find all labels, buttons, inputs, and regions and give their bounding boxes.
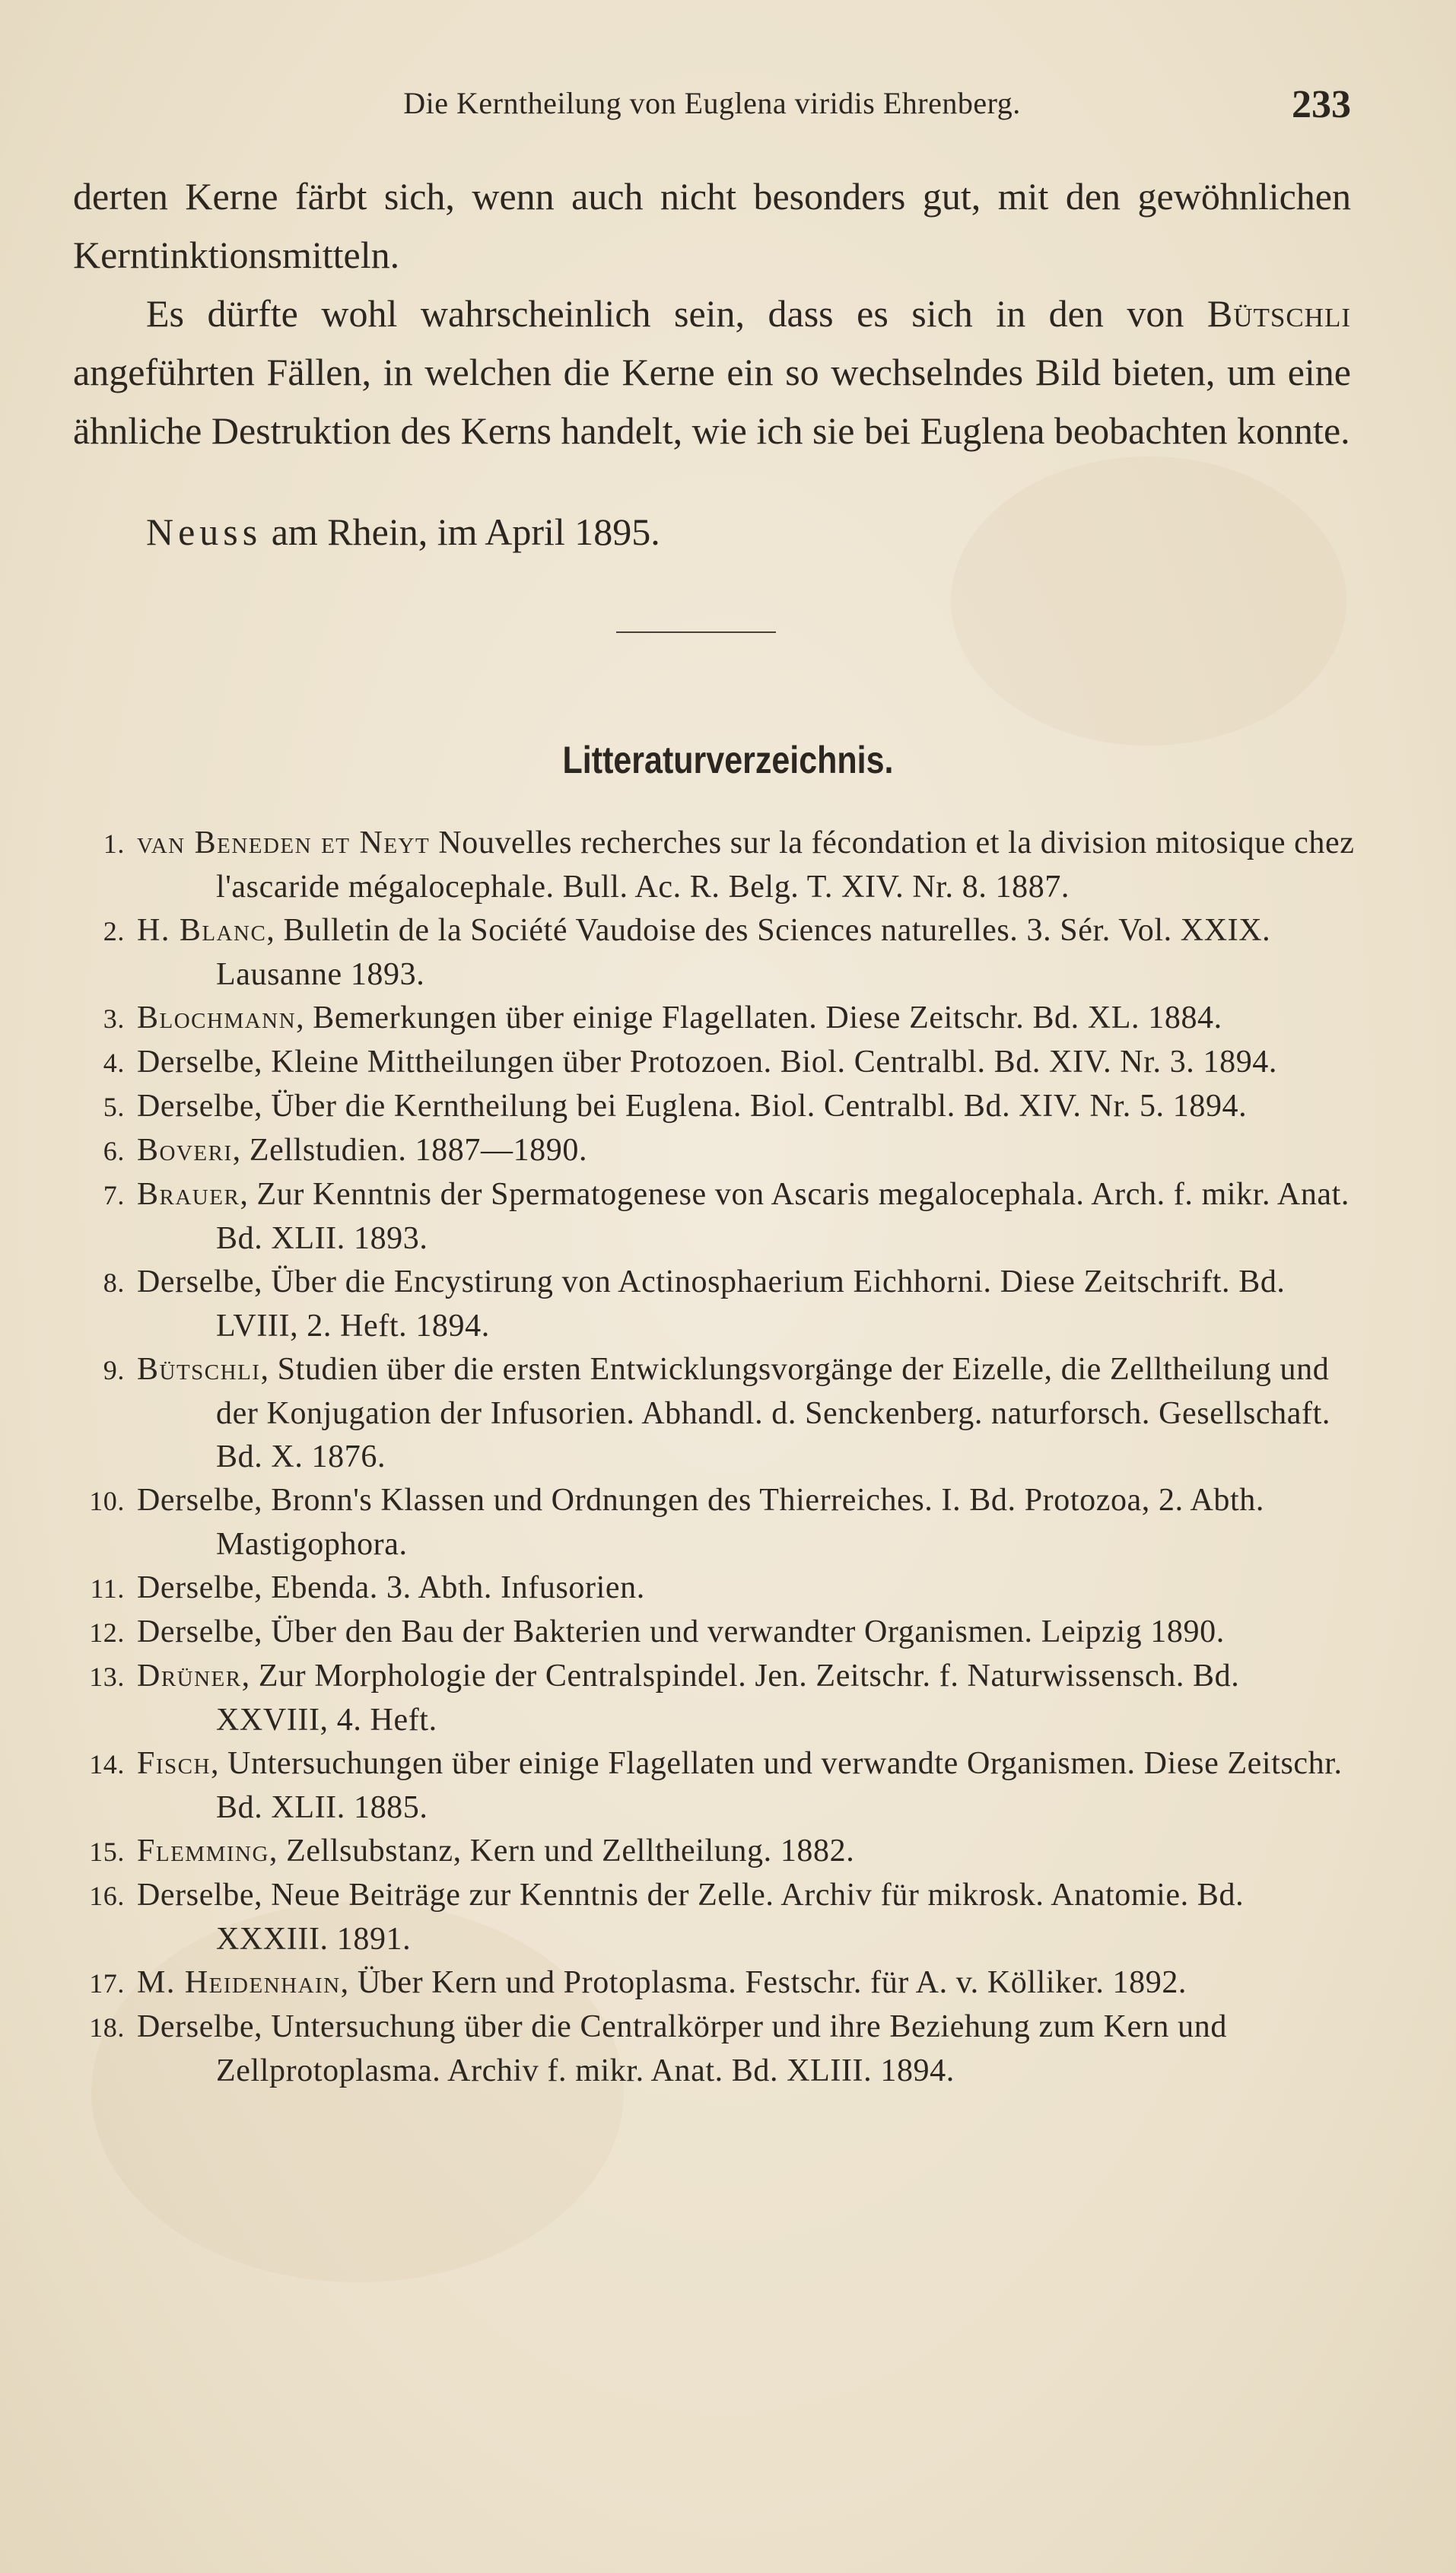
- entry-author: Drüner: [137, 1659, 242, 1694]
- entry-author: H. Blanc: [137, 913, 267, 948]
- paragraph-continued: derten Kerne färbt sich, wenn auch nicht besonders gut, mit den gewöhnlichen Kerntinktionsmitteln.: [73, 175, 1351, 276]
- entry-text: , Untersuchungen über einige Flagellaten und verwandte Organismen. Diese Zeitschr. Bd. XLII. 1885.: [210, 1746, 1343, 1825]
- bibliography-list: [73, 822, 1356, 2093]
- bibliography-title: Litteraturverzeichnis.: [562, 739, 894, 781]
- bibliography-entry: [73, 997, 1356, 1041]
- place-date-signoff: [146, 510, 660, 554]
- running-title: Die Kerntheilung von Euglena viridis Ehrenberg.: [403, 86, 1021, 120]
- entry-author: Boveri: [137, 1133, 233, 1168]
- entry-number: 4.: [103, 1048, 125, 1078]
- entry-number: 18.: [89, 2012, 125, 2043]
- page-number: 233: [1292, 83, 1351, 126]
- entry-text: Nouvelles recherches sur la fécondation et la division mitosique chez l'ascaride mégalocephale. Bull. Ac. R. Belg. T. XIV. Nr. 8. 1887.: [216, 825, 1355, 905]
- section-divider: [616, 631, 776, 633]
- entry-number: 3.: [103, 1003, 125, 1034]
- bibliography-entry: [73, 1129, 1356, 1173]
- bibliography-entry: [73, 1961, 1356, 2005]
- entry-number: 10.: [89, 1486, 125, 1516]
- bibliography-entry: [73, 1566, 1356, 1611]
- entry-number: 7.: [103, 1180, 125, 1210]
- paragraph: [73, 285, 1351, 460]
- entry-number: 13.: [89, 1662, 125, 1692]
- bibliography-entry: [73, 1479, 1356, 1566]
- entry-number: 8.: [103, 1267, 125, 1298]
- bibliography-entry: [73, 822, 1356, 909]
- entry-author: Bütschli: [137, 1352, 261, 1387]
- bibliography-entry: [73, 1085, 1356, 1129]
- bibliography-entry: [73, 1348, 1356, 1479]
- bibliography-entry: [73, 1173, 1356, 1261]
- entry-number: 9.: [103, 1355, 125, 1385]
- entry-text: Derselbe, Über die Encystirung von Actinosphaerium Eichhorni. Diese Zeitschrift. Bd. LVIII, 2. Heft. 1894.: [137, 1264, 1286, 1344]
- entry-author: M. Heidenhain: [137, 1965, 341, 2000]
- entry-text: , Bulletin de la Société Vaudoise des Sciences naturelles. 3. Sér. Vol. XXIX. Lausanne 1893.: [216, 913, 1271, 992]
- body-text: [73, 167, 1351, 460]
- entry-text: , Bemerkungen über einige Flagellaten. Diese Zeitschr. Bd. XL. 1884.: [296, 1000, 1222, 1035]
- bibliography-entry: [73, 1874, 1356, 1961]
- place-name: Neuss: [146, 510, 262, 553]
- entry-author: Fisch: [137, 1746, 211, 1781]
- paper-stain: [951, 456, 1346, 746]
- author-name: Bütschli: [1206, 292, 1351, 335]
- entry-author: van Beneden et Neyt: [137, 825, 431, 860]
- entry-number: 6.: [103, 1136, 125, 1166]
- entry-number: 15.: [89, 1837, 125, 1867]
- entry-number: 11.: [90, 1573, 125, 1604]
- entry-text: Derselbe, Über die Kerntheilung bei Euglena. Biol. Centralbl. Bd. XIV. Nr. 5. 1894.: [137, 1089, 1248, 1124]
- entry-author: Flemming: [137, 1834, 269, 1869]
- bibliography-entry: [73, 1742, 1356, 1830]
- entry-number: 12.: [89, 1617, 125, 1648]
- entry-text: , Zellsubstanz, Kern und Zelltheilung. 1882.: [269, 1834, 855, 1869]
- entry-number: 2.: [103, 916, 125, 946]
- date-text: am Rhein, im April 1895.: [271, 510, 660, 553]
- entry-text: Derselbe, Kleine Mittheilungen über Protozoen. Biol. Centralbl. Bd. XIV. Nr. 3. 1894.: [137, 1045, 1277, 1080]
- entry-number: 17.: [89, 1968, 125, 1999]
- entry-text: , Studien über die ersten Entwicklungsvorgänge der Eizelle, die Zelltheilung und der Konjugation der Infusorien. Abhandl. d. Senckenberg. naturforsch. Gesellschaft. Bd. X. 1876.: [216, 1352, 1330, 1474]
- entry-author: Blochmann: [137, 1000, 297, 1035]
- entry-text: , Zur Kenntnis der Spermatogenese von Ascaris megalocephala. Arch. f. mikr. Anat. Bd. XLII. 1893.: [216, 1177, 1350, 1256]
- entry-number: 5.: [103, 1092, 125, 1122]
- entry-text: Derselbe, Neue Beiträge zur Kenntnis der Zelle. Archiv für mikrosk. Anatomie. Bd. XXXIII. 1891.: [137, 1878, 1245, 1957]
- paragraph-text: angeführten Fällen, in welchen die Kerne ein so wechselndes Bild bieten, um eine ähnliche Destruktion des Kerns handelt, wie ich sie bei Euglena beobachten konnte.: [73, 351, 1351, 452]
- entry-text: Derselbe, Ebenda. 3. Abth. Infusorien.: [137, 1570, 645, 1605]
- bibliography-entry: [73, 1041, 1356, 1085]
- bibliography-entry: [73, 909, 1356, 997]
- entry-text: Derselbe, Über den Bau der Bakterien und verwandter Organismen. Leipzig 1890.: [137, 1614, 1225, 1649]
- entry-text: , Zellstudien. 1887—1890.: [232, 1133, 588, 1168]
- bibliography-entry: [73, 1655, 1356, 1742]
- bibliography-entry: [73, 1830, 1356, 1874]
- entry-text: , Über Kern und Protoplasma. Festschr. für A. v. Kölliker. 1892.: [340, 1965, 1187, 2000]
- entry-text: Derselbe, Bronn's Klassen und Ordnungen des Thierreiches. I. Bd. Protozoa, 2. Abth. Mastigophora.: [137, 1483, 1264, 1562]
- bibliography-entry: [73, 2005, 1356, 2093]
- running-header: [73, 82, 1351, 135]
- paragraph-text: Es dürfte wohl wahrscheinlich sein, dass es sich in den von: [146, 292, 1207, 335]
- entry-text: , Zur Morphologie der Centralspindel. Jen. Zeitschr. f. Naturwissensch. Bd. XXVIII, 4. Heft.: [216, 1659, 1240, 1738]
- entry-author: Brauer: [137, 1177, 240, 1212]
- entry-number: 16.: [89, 1881, 125, 1911]
- entry-number: 14.: [89, 1749, 125, 1779]
- bibliography-entry: [73, 1611, 1356, 1655]
- entry-number: 1.: [103, 829, 125, 859]
- bibliography-entry: [73, 1261, 1356, 1348]
- entry-text: Derselbe, Untersuchung über die Centralkörper und ihre Beziehung zum Kern und Zellprotoplasma. Archiv f. mikr. Anat. Bd. XLIII. 1894.: [137, 2009, 1227, 2088]
